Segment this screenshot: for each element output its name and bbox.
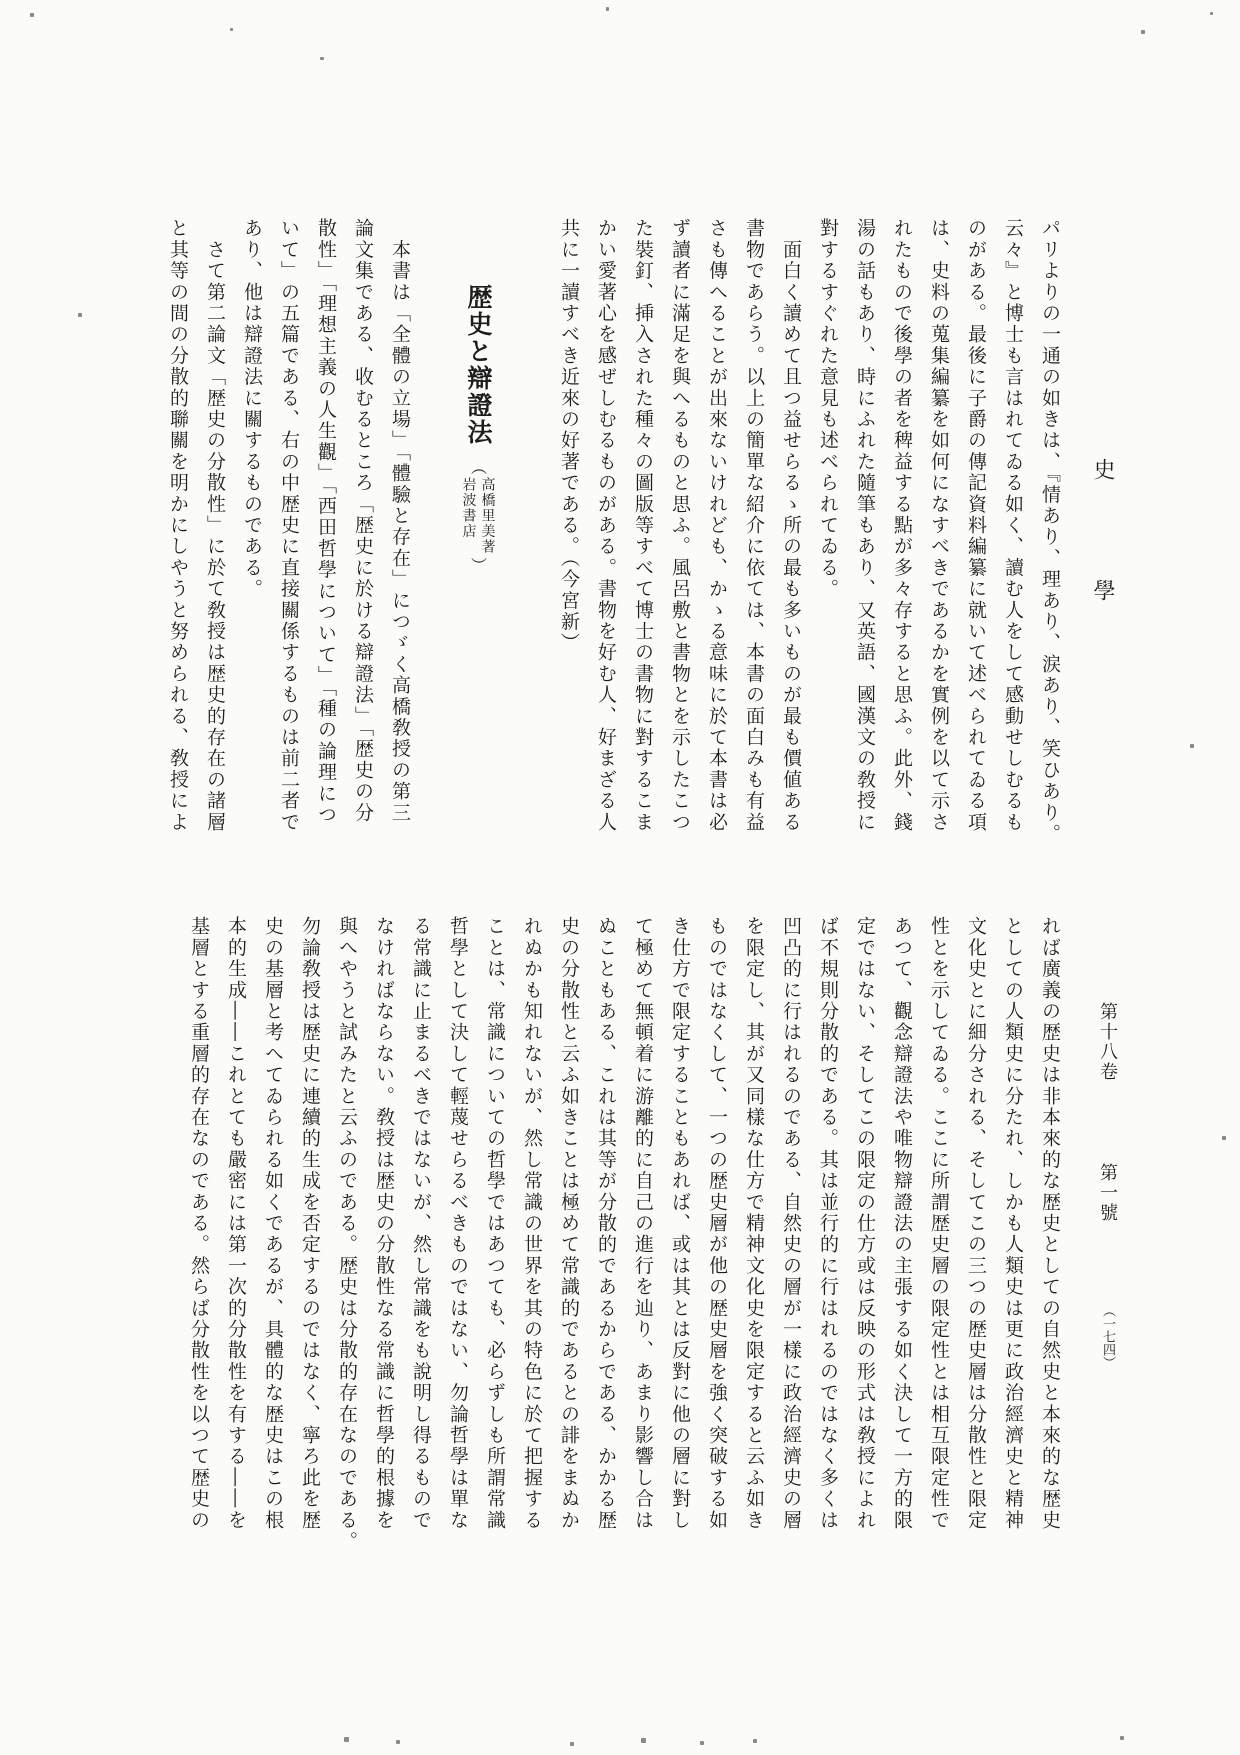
text-column: 與へやうと試みたと云ふのである。歴史は分散的存在なのである。 [336, 916, 358, 1552]
issue-label: 第一號 [1097, 1163, 1118, 1223]
text-column: れば廣義の歴史は非本來的な歴史としての自然史と本來的な歴史 [1039, 916, 1061, 1531]
text-column: れたもので後學の者を稗益する點が多々存すると思ふ。此外、錢 [891, 218, 913, 833]
text-column: れぬかも知れないが、然し常識の世界を其の特色に於て把握する [521, 916, 543, 1531]
text-column: パリよりの一通の如きは、『情あり、理あり、涙あり、笑ひあり。 [1039, 218, 1061, 845]
text-column: ことは、常識についての哲學ではあつても、必らずしも所謂常識 [484, 916, 506, 1531]
scan-speck [1141, 30, 1145, 34]
text-column: 文化史とに細分される、そしてこの三つの歴史層は分散性と限定 [965, 916, 987, 1531]
scan-speck [78, 313, 82, 317]
scan-speck [606, 7, 609, 11]
text-column: 云々』と博士も言はれてゐる如く、讀む人をして感動せしむるも [1002, 218, 1024, 833]
scan-speck [1210, 12, 1213, 15]
publisher-note: 岩波書店 [460, 477, 477, 539]
text-column: かい愛著心を感ぜしむるものがある。書物を好む人、好まざる人 [595, 218, 617, 833]
text-column: て極めて無頓着に游離的に自己の進行を辿り、あまり影響し合は [632, 916, 654, 1531]
text-column: いて」の五篇である、右の中歴史に直接關係するものは前二者で [278, 218, 300, 833]
scan-speck [1120, 1736, 1124, 1740]
volume-label: 第十八卷 [1097, 1002, 1118, 1082]
text-column: る常識に止まるべきではないが、然し常識をも說明し得るもので [410, 916, 432, 1531]
text-column: 凹凸的に行はれるのである、自然史の層が一樣に政治經濟史の層 [780, 916, 802, 1531]
text-column: 共に一讀すべき近來の好著である。（今宮新） [558, 218, 580, 654]
text-column: と其等の間の分散的聯關を明かにしやうと努められる、敎授によ [167, 218, 189, 833]
text-column: 湯の話もあり、時にふれた隨筆もあり、又英語、國漢文の敎授に [854, 218, 876, 833]
scan-speck [700, 1741, 704, 1745]
text-column: 史の分散性と云ふ如きことは極めて常識的であるとの誹をまぬか [558, 916, 580, 1531]
open-paren: （ [468, 458, 488, 476]
title-note-columns [461, 477, 496, 555]
text-column: 散性」「理想主義の人生觀」「西田哲學について」「種の論理につ [315, 218, 337, 826]
text-column: 性とを示してゐる。ここに所謂歴史層の限定性とは相互限定性で [928, 916, 950, 1531]
text-column: 本的生成――これとても嚴密には第一次的分散性を有する――を [225, 916, 247, 1531]
scan-speck [753, 1739, 757, 1743]
text-column: 書物であらう。以上の簡單な紹介に依ては、本書の面白みも有益 [743, 218, 765, 833]
journal-title: 史學 [1090, 458, 1115, 700]
text-column: 史の基層と考へてゐられる如くであるが、具體的な歴史はこの根 [262, 916, 284, 1531]
author-note: 高橋里美著 [479, 477, 496, 555]
text-column: あり、他は辯證法に關するものである。 [241, 218, 263, 600]
scan-speck [230, 28, 233, 31]
text-column: さも傳へることが出來ないけれども、かゝる意味に於て本書は必 [706, 218, 728, 833]
scan-speck [396, 1740, 400, 1744]
text-column: 基層とする重層的存在なのである。然らば分散性を以つて歴史の [188, 916, 210, 1531]
text-column: 本書は「全體の立場」「體驗と存在」につゞく高橋敎授の第三 [389, 218, 411, 824]
text-column: き仕方で限定することもあれば、或は其とは反對に他の層に對し [669, 916, 691, 1531]
bottom-text-band [172, 916, 1060, 1571]
top-text-band [151, 218, 1060, 870]
scan-speck [320, 57, 324, 60]
close-paren: ） [468, 556, 488, 573]
volume-issue-header [1094, 1002, 1120, 1369]
text-column: あつて、觀念辯證法や唯物辯證法の主張する如く決して一方的限 [891, 916, 913, 1531]
text-column: ず讀者に滿足を與へるものと思ふ。風呂敷と書物とを示したこつ [669, 218, 691, 833]
text-column: た裝釘、挿入された種々の圖版等すべて博士の書物に對するこま [632, 218, 654, 833]
review-title: 歴史と辯證法 [464, 284, 493, 446]
text-column: としての人類史に分たれ、しかも人類史は更に政治經濟史と精神 [1002, 916, 1024, 1531]
text-column: は、史料の蒐集編纂を如何になすべきであるかを實例を以て示さ [928, 218, 950, 833]
scan-speck [344, 1737, 349, 1742]
text-column: ものではなくして、一つの歴史層が他の歴史層を強く突破する如 [706, 916, 728, 1531]
review-title-block [430, 218, 526, 870]
text-column: 論文集である、收むるところ「歴史に於ける辯證法」「歴史の分 [352, 218, 374, 824]
text-column: 對するすぐれた意見も述べられてゐる。 [817, 218, 839, 600]
text-column: 面白く讀めて且つ益せらるゝ所の最も多いものが最も價値ある [780, 218, 802, 833]
scan-speck [1222, 1136, 1226, 1140]
scan-speck [1190, 744, 1194, 748]
text-column: 哲學として決して輕蔑せらるべきものではない、勿論哲學は單な [447, 916, 469, 1531]
scan-speck [30, 13, 34, 17]
review-title-note [461, 460, 496, 572]
scan-speck [641, 1738, 646, 1743]
page-number: （一七四） [1100, 1304, 1115, 1369]
prev-review-columns [542, 218, 1060, 845]
new-review-columns-top [151, 218, 410, 833]
text-column: 勿論敎授は歴史に連續的生成を否定するのではなく、寧ろ此を歴 [299, 916, 321, 1531]
text-column: のがある。最後に子爵の傳記資料編纂に就いて述べられてゐる項 [965, 218, 987, 833]
text-column: ぬこともある、これは其等が分散的であるからである、かかる歴 [595, 916, 617, 1531]
text-column: なければならない。敎授は歴史の分散性なる常識に哲學的根據を [373, 916, 395, 1531]
new-review-columns-bottom [172, 916, 1060, 1552]
text-column: ば不規則分散的である。其は並行的に行はれるのではなく多くは [817, 916, 839, 1531]
scan-speck [570, 1742, 574, 1746]
text-column: さて第二論文「歴史の分散性」に於て敎授は歴史的存在の諸層 [204, 218, 226, 833]
text-column: 定ではない、そしてこの限定の仕方或は反映の形式は敎授によれ [854, 916, 876, 1531]
text-column: を限定し、其が又同樣な仕方で精神文化史を限定すると云ふ如き [743, 916, 765, 1531]
